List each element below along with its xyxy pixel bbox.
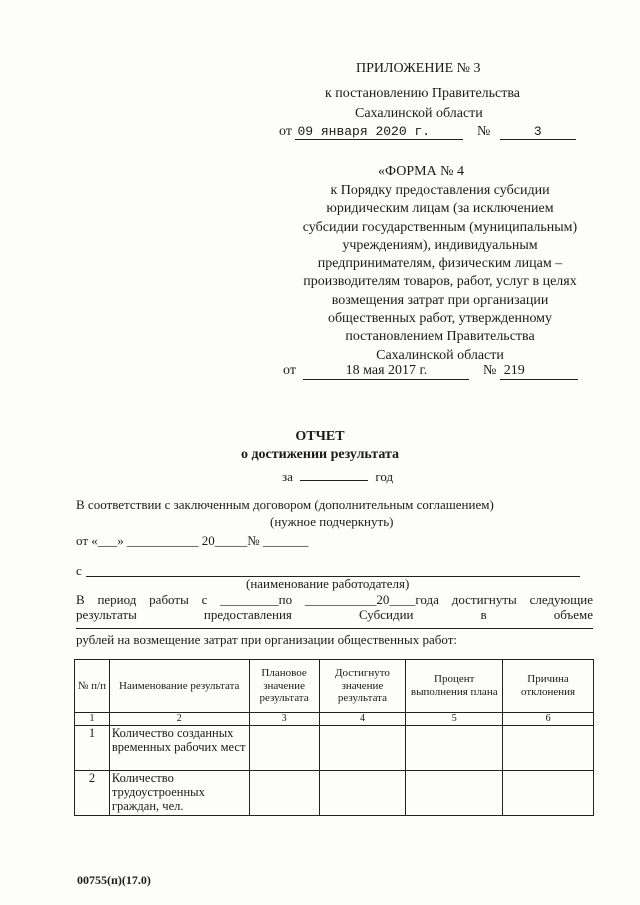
results-line: результаты предоставления Субсидии в объеме: [76, 607, 593, 622]
table-header-row: [75, 660, 594, 713]
deviation-reason: [503, 770, 594, 815]
achieved-value: [319, 770, 406, 815]
row-number: 1: [75, 725, 110, 770]
form-line: постановлением Правительства: [345, 329, 535, 345]
row-number: 2: [75, 770, 110, 815]
form-date-row: [283, 363, 578, 380]
table-row: [75, 770, 594, 815]
achieved-value: [319, 725, 406, 770]
form-line: юридическим лицам (за исключением: [326, 201, 554, 217]
contract-date-line: от «___» ___________ 20_____№ _______: [76, 533, 309, 548]
employer-note: (наименование работодателя): [246, 576, 410, 591]
form-line: Сахалинской области: [376, 347, 504, 363]
form-line: общественных работ, утвержденному: [327, 311, 553, 327]
date-prefix: от: [279, 124, 292, 139]
form-line: к Порядку предоставления субсидии: [330, 183, 550, 198]
contract-line: В соответствии с заключенным договором (дополнительным соглашением): [76, 497, 494, 512]
form-line: учреждениям), индивидуальным: [342, 237, 538, 253]
deviation-reason: [503, 725, 594, 770]
decree-number: 3: [500, 124, 576, 140]
header-cell: Достигнуто значение результата: [319, 660, 406, 713]
report-period: [282, 469, 393, 485]
column-number: 3: [249, 713, 319, 726]
report-subtitle: о достижении результата: [240, 447, 400, 462]
form-line: возмещения затрат при организации: [331, 292, 549, 308]
period-suffix: год: [375, 469, 394, 484]
amount-line: [76, 628, 593, 629]
form-line: предпринимателям, физическим лицам –: [317, 256, 563, 272]
plan-value: [249, 770, 319, 815]
decree-date: 09 января 2020 г.: [295, 124, 463, 140]
rubles-line: рублей на возмещение затрат при организации общественных работ:: [76, 632, 457, 647]
percent-value: [406, 770, 503, 815]
number-label: №: [476, 124, 491, 139]
date-prefix: от: [283, 363, 296, 378]
column-number: 6: [503, 713, 594, 726]
employer-prefix: с: [76, 563, 82, 578]
form-line: субсидии государственным (муниципальным): [302, 219, 578, 235]
decree-line: к постановлению Правительства: [325, 86, 521, 101]
result-name: Количество созданных временных рабочих мест: [109, 725, 249, 770]
region-line: Сахалинской области: [355, 106, 483, 121]
header-cell: Наименование результата: [109, 660, 249, 713]
plan-value: [249, 725, 319, 770]
decree-date-row: [279, 124, 576, 140]
header-cell: Плановое значение результата: [249, 660, 319, 713]
form-description: [270, 182, 610, 365]
period-year-blank: [300, 480, 368, 481]
number-label: №: [482, 363, 497, 378]
form-number: 219: [500, 363, 578, 380]
header-cell: Причина отклонения: [503, 660, 594, 713]
report-title: ОТЧЕТ: [295, 429, 345, 444]
column-number: 1: [75, 713, 110, 726]
result-name: Количество трудоустроенных граждан, чел.: [109, 770, 249, 815]
column-number-row: [75, 713, 594, 726]
column-number: 5: [406, 713, 503, 726]
form-date: 18 мая 2017 г.: [303, 363, 469, 380]
period-prefix: за: [282, 469, 293, 484]
percent-value: [406, 725, 503, 770]
document-code: 00755(п)(17.0): [77, 873, 151, 887]
column-number: 4: [319, 713, 406, 726]
appendix-title: ПРИЛОЖЕНИЕ № 3: [356, 61, 481, 76]
header-cell: № п/п: [75, 660, 110, 713]
period-line: В период работы с _________по ___________20____года достигнуты следующие: [76, 592, 593, 607]
form-line: производителям товаров, работ, услуг в целях: [303, 274, 577, 290]
column-number: 2: [109, 713, 249, 726]
form-title: «ФОРМА № 4: [378, 164, 465, 179]
underline-note: (нужное подчеркнуть): [270, 514, 394, 529]
header-cell: Процент выполнения плана: [406, 660, 503, 713]
table-row: [75, 725, 594, 770]
results-table: [74, 659, 594, 816]
